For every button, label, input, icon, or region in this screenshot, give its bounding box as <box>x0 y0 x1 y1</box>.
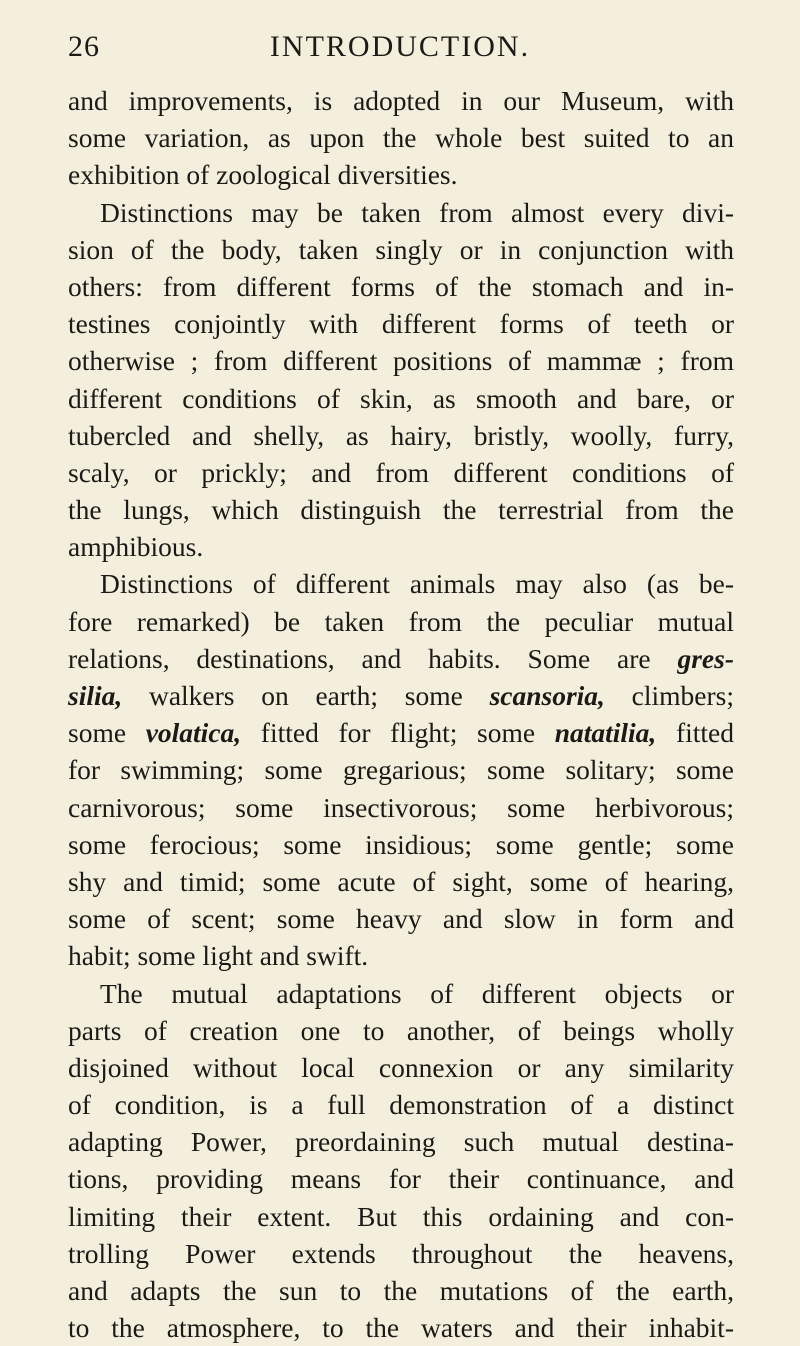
text-line: habit; some light and swift. <box>68 940 369 972</box>
text-line: parts of creation one to another, of beings wholly <box>68 1014 734 1046</box>
page-header <box>0 30 800 80</box>
text-line: fore remarked) be taken from the peculiar mutual <box>68 605 734 637</box>
text-line: otherwise ; from different positions of mammæ ; from <box>68 345 734 377</box>
text-line: silia, walkers on earth; some scansoria, climbers; <box>68 680 734 711</box>
latin-term: scansoria, <box>489 680 605 711</box>
text-line: some volatica, fitted for flight; some natatilia, fitted <box>68 717 734 749</box>
body-text <box>68 82 734 1346</box>
latin-term: natatilia, <box>554 717 657 749</box>
text-line: different conditions of skin, as smooth and bare, or <box>68 382 734 414</box>
text-line: some variation, as upon the whole best suited to an <box>68 122 734 154</box>
text-line: trolling Power extends throughout the heavens, <box>68 1237 734 1269</box>
text-line: testines conjointly with different forms of teeth or <box>68 308 734 340</box>
text-line: some of scent; some heavy and slow in form and <box>68 903 734 935</box>
latin-term: silia, <box>68 680 123 711</box>
page-number: 26 <box>68 30 100 63</box>
running-head: INTRODUCTION. <box>269 30 531 63</box>
text-line: Distinctions of different animals may also (as be- <box>100 568 734 600</box>
text-line: the lungs, which distinguish the terrestrial from the <box>68 494 734 526</box>
latin-term: volatica, <box>145 717 242 749</box>
text-line: for swimming; some gregarious; some solitary; some <box>68 754 734 786</box>
text-line: exhibition of zoological diversities. <box>68 159 458 191</box>
text-line: The mutual adaptations of different objects or <box>100 977 734 1009</box>
text-line: to the atmosphere, to the waters and their inhabit- <box>68 1312 734 1344</box>
text-line: tions, providing means for their continuance, and <box>68 1163 734 1195</box>
text-line: tubercled and shelly, as hairy, bristly, woolly, furry, <box>68 419 734 451</box>
text-line: and adapts the sun to the mutations of the earth, <box>68 1275 734 1306</box>
text-line: adapting Power, preordaining such mutual destina- <box>68 1126 734 1158</box>
text-line: others: from different forms of the stomach and in- <box>68 270 734 302</box>
text-line: and improvements, is adopted in our Museum, with <box>68 85 734 116</box>
text-line: scaly, or prickly; and from different conditions of <box>68 456 734 488</box>
text-line: of condition, is a full demonstration of a distinct <box>68 1089 734 1121</box>
text-line: limiting their extent. But this ordaining and con- <box>68 1200 734 1232</box>
text-line: relations, destinations, and habits. Some are gres- <box>68 642 734 674</box>
text-line: Distinctions may be taken from almost every divi- <box>100 196 734 228</box>
text-line: some ferocious; some insidious; some gentle; some <box>68 828 734 860</box>
text-line: shy and timid; some acute of sight, some of hearing, <box>68 865 734 897</box>
text-line: disjoined without local connexion or any similarity <box>68 1051 734 1083</box>
text-line: amphibious. <box>68 531 204 563</box>
text-line: carnivorous; some insectivorous; some herbivorous; <box>68 791 734 823</box>
latin-term: gres- <box>677 642 734 674</box>
text-line: sion of the body, taken singly or in conjunction with <box>68 233 734 265</box>
